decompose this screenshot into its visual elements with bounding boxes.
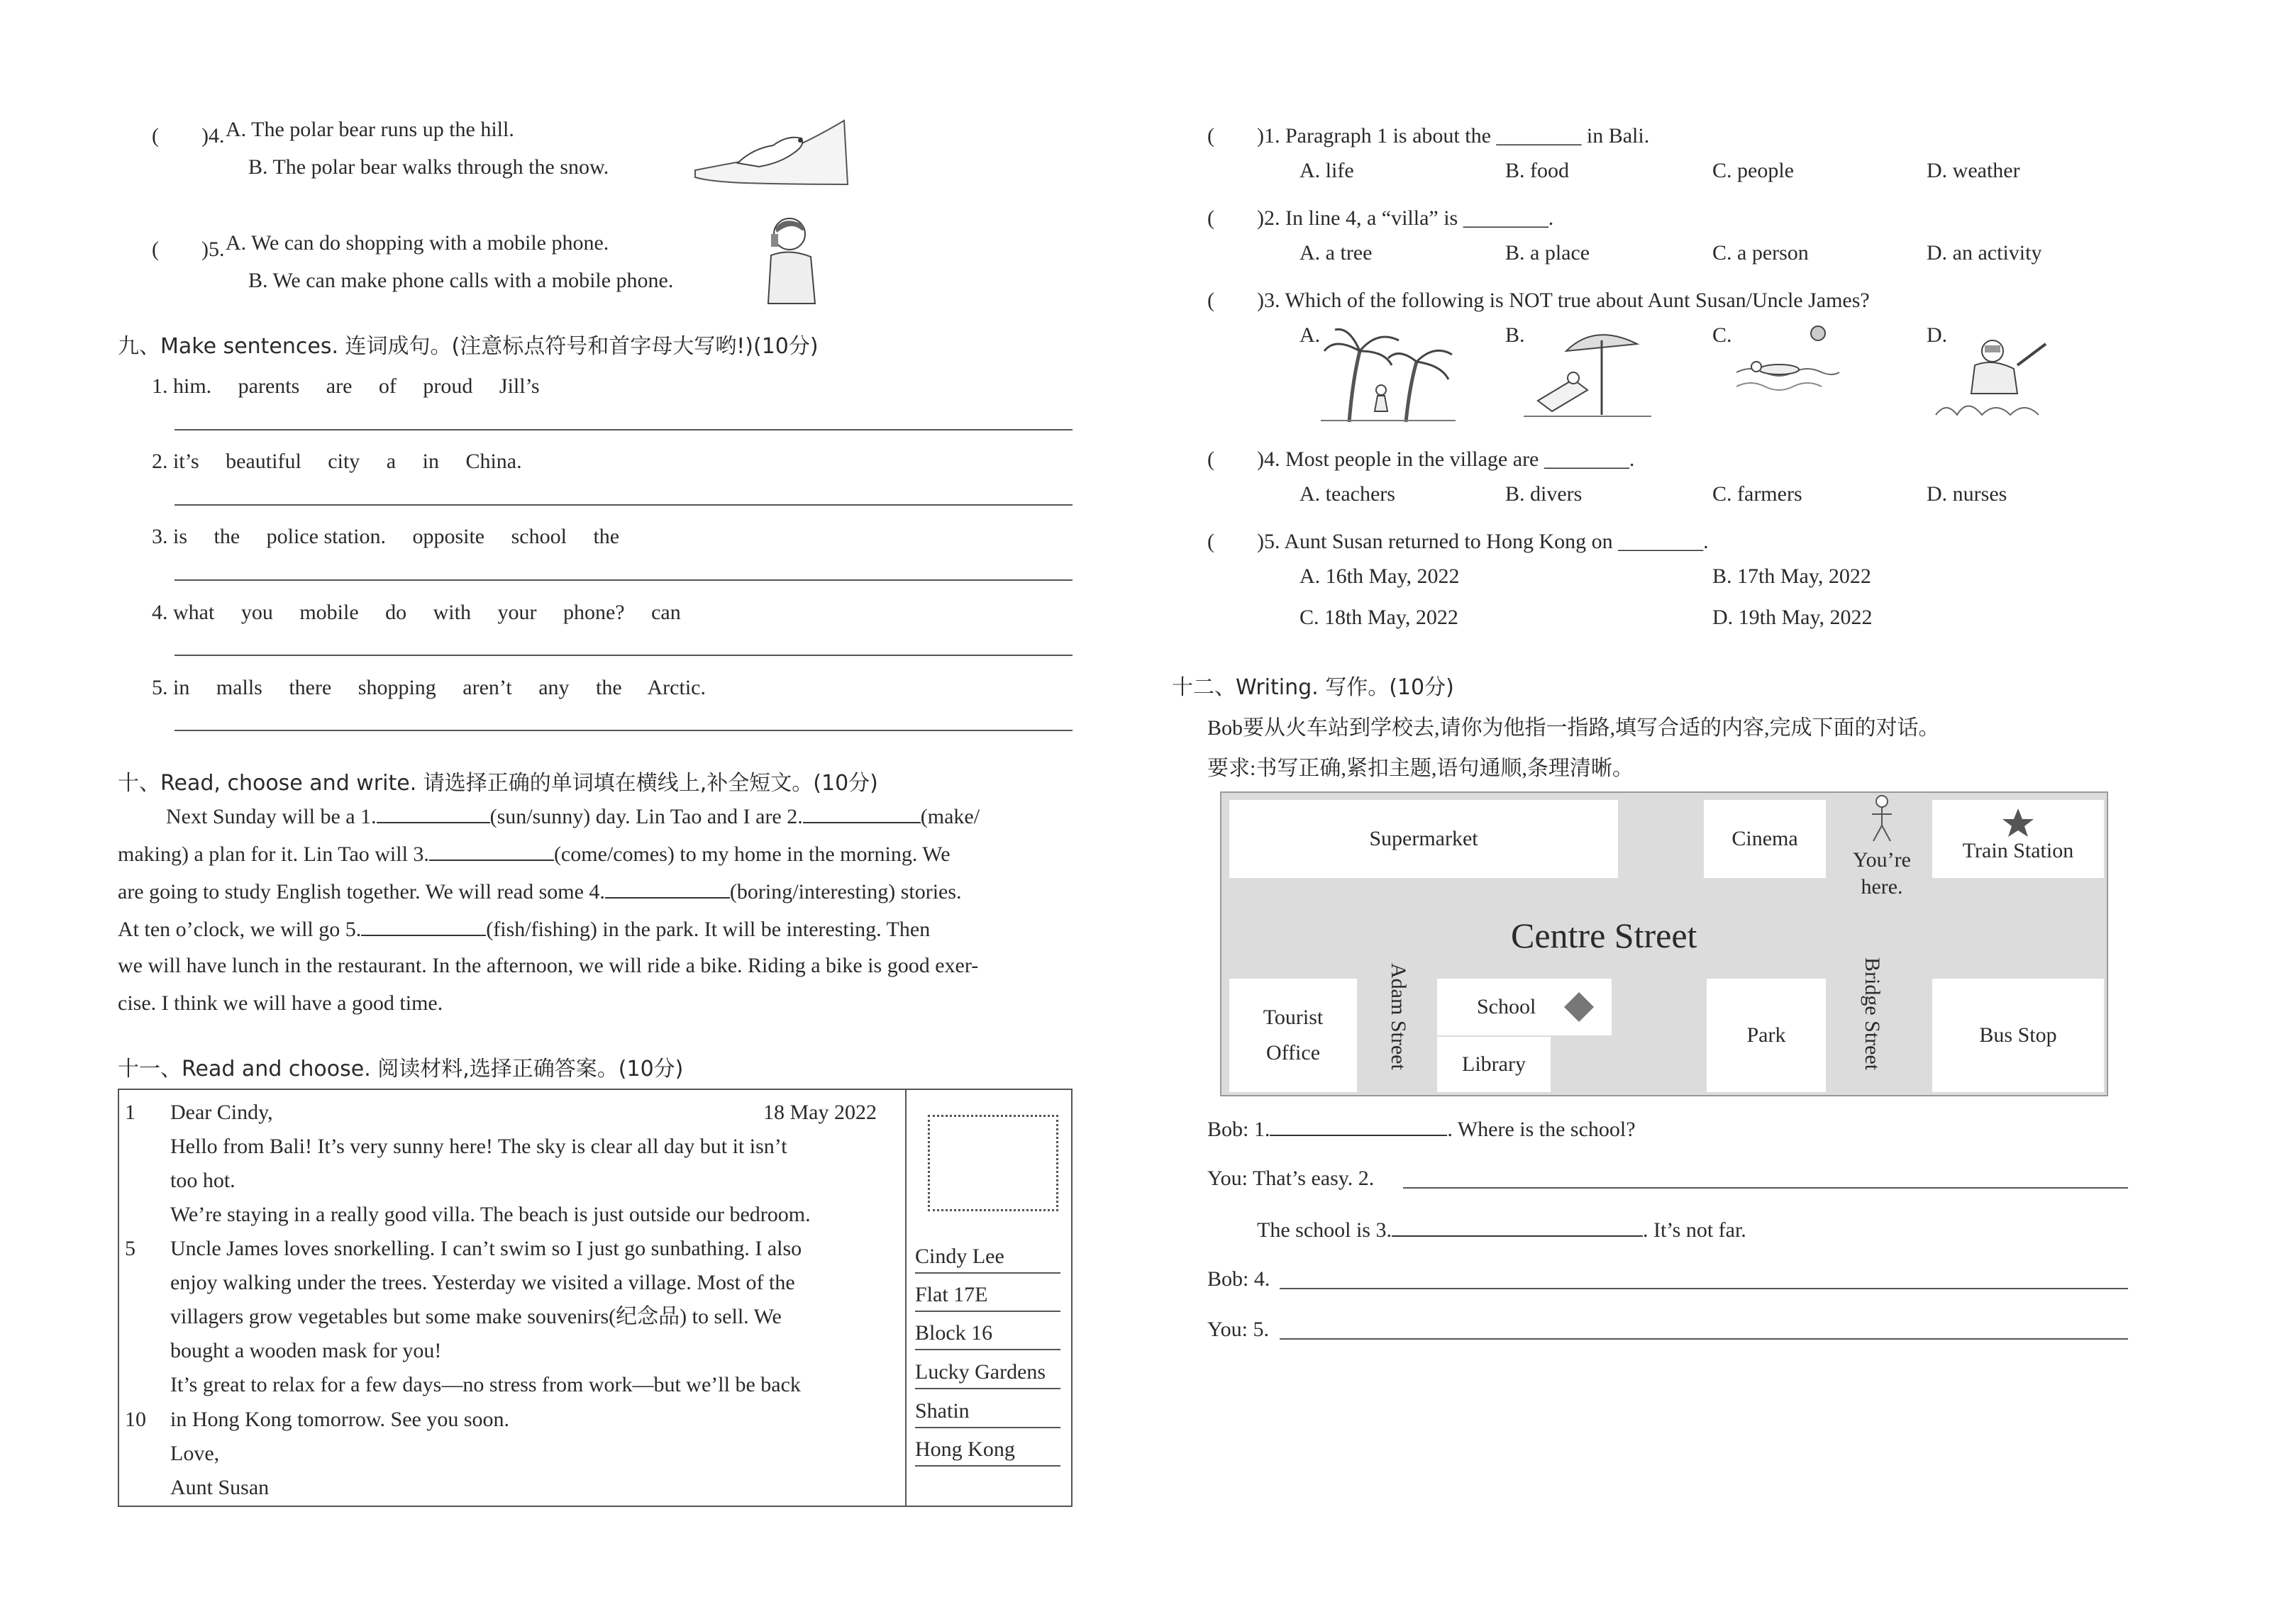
sec9-answer-line-5[interactable] (174, 730, 1073, 731)
postcard-line-1: Hello from Bali! It’s very sunny here! The sky is clear all day but it isn’t (170, 1135, 787, 1158)
sec10-line-4: At ten o’clock, we will go 5. (fish/fishing) in the park. It will be interesting. Then (118, 918, 931, 941)
blank-3[interactable] (429, 841, 554, 861)
map-train-station: Train Station (1932, 800, 2104, 878)
stamp-box (928, 1115, 1058, 1211)
map-you-are-here: You’re here. (1829, 794, 1935, 901)
sec10-line-6: cise. I think we will have a good time. (118, 991, 443, 1015)
sec10-line-2: making) a plan for it. Lin Tao will 3. (come/comes) to my home in the morning. We (118, 842, 951, 866)
rq5-option-a: A. 16th May, 2022 (1300, 564, 1460, 588)
dialogue-line-5: You: 5. (1207, 1318, 1269, 1341)
rq1-stem: ( )1. Paragraph 1 is about the ________ in Bali. (1207, 124, 1650, 148)
sec10-line-1: Next Sunday will be a 1. (sun/sunny) day. Lin Tao and I are 2. (make/ (166, 805, 980, 828)
boy-phone-illustration (755, 213, 826, 305)
map-cinema: Cinema (1704, 800, 1826, 878)
line-number-5: 5 (125, 1237, 135, 1260)
line-number-1: 1 (125, 1101, 135, 1124)
sec9-item-4: 4. what you mobile do with your phone? can (152, 601, 681, 624)
rq3-option-b: B. (1505, 323, 1525, 347)
rq4-option-b: B. divers (1505, 482, 1583, 506)
address-line-4: Lucky Gardens (915, 1357, 1060, 1389)
postcard-line-5: enjoy walking under the trees. Yesterday we visited a village. Most of the (170, 1271, 795, 1294)
map-bus-stop: Bus Stop (1932, 979, 2104, 1092)
dialogue-line-3: The school is 3. . It’s not far. (1257, 1218, 1746, 1242)
address-line-1: Cindy Lee (915, 1241, 1060, 1274)
dialogue-answer-line-2[interactable] (1403, 1187, 2128, 1189)
dialogue-blank-1[interactable] (1270, 1116, 1447, 1136)
address-line-6: Hong Kong (915, 1434, 1060, 1467)
blank-5[interactable] (361, 916, 486, 936)
rq4-option-c: C. farmers (1712, 482, 1802, 506)
sunbathing-umbrella-illustration (1524, 323, 1651, 422)
postcard-date: 18 May 2022 (763, 1101, 877, 1124)
sec9-item-5: 5. in malls there shopping aren’t any the Arctic. (152, 676, 706, 699)
postcard-signature: Aunt Susan (170, 1476, 270, 1499)
rq3-stem: ( )3. Which of the following is NOT true about Aunt Susan/Uncle James? (1207, 289, 1870, 312)
q5-option-b: B. We can make phone calls with a mobile phone. (248, 269, 674, 292)
star-icon (2001, 807, 2035, 838)
postcard-line-8: It’s great to relax for a few days—no stress from work—but we’ll be back (170, 1373, 801, 1396)
postcard-line-2: too hot. (170, 1169, 236, 1192)
q4-option-b: B. The polar bear walks through the snow. (248, 155, 609, 179)
rq5-stem: ( )5. Aunt Susan returned to Hong Kong on ________. (1207, 530, 1709, 553)
postcard-closing: Love, (170, 1442, 220, 1465)
q4-number: ( )4. (152, 124, 225, 148)
map-supermarket: Supermarket (1229, 800, 1618, 878)
rq2-stem: ( )2. In line 4, a “villa” is ________. (1207, 206, 1554, 230)
dialogue-line-1: Bob: 1. . Where is the school? (1207, 1118, 1636, 1141)
dialogue-line-2: You: That’s easy. 2. (1207, 1167, 1375, 1190)
sec9-item-2: 2. it’s beautiful city a in China. (152, 450, 522, 473)
q5-number: ( )5. (152, 238, 225, 261)
rq3-option-c: C. (1712, 323, 1732, 347)
postcard-divider (905, 1089, 907, 1507)
palm-trees-girl-illustration (1321, 323, 1456, 426)
dialogue-answer-line-5[interactable] (1280, 1338, 2128, 1340)
section-10-title: 十、Read, choose and write. 请选择正确的单词填在横线上,补全短文。(10分) (118, 771, 878, 796)
rq1-option-c: C. people (1712, 159, 1794, 182)
section-11-title: 十一、Read and choose. 阅读材料,选择正确答案。(10分) (118, 1057, 684, 1081)
rq2-option-c: C. a person (1712, 241, 1809, 265)
postcard-line-7: bought a wooden mask for you! (170, 1339, 442, 1362)
rq4-option-a: A. teachers (1300, 482, 1395, 506)
diamond-icon (1563, 991, 1595, 1023)
section-9-title: 九、Make sentences. 连词成句。(注意标点符号和首字母大写哟!)(10分) (118, 334, 819, 359)
rq2-option-d: D. an activity (1927, 241, 2042, 265)
sec9-answer-line-4[interactable] (174, 655, 1073, 656)
sec9-answer-line-2[interactable] (174, 504, 1073, 506)
sec12-intro: Bob要从火车站到学校去,请你为他指一指路,填写合适的内容,完成下面的对话。 (1207, 716, 1940, 740)
q5-option-a: A. We can do shopping with a mobile phone. (226, 231, 609, 255)
map-bridge-street: Bridge Street (1861, 957, 1884, 1071)
map-tourist-office: Tourist Office (1229, 979, 1357, 1092)
address-line-3: Block 16 (915, 1318, 1060, 1350)
rq3-option-d: D. (1927, 323, 1948, 347)
snorkelling-illustration (1932, 323, 2053, 422)
sec9-item-3: 3. is the police station. opposite school the (152, 525, 620, 548)
postcard-line-9: in Hong Kong tomorrow. See you soon. (170, 1408, 510, 1431)
postcard-line-3: We’re staying in a really good villa. The beach is just outside our bedroom. (170, 1203, 811, 1226)
address-line-2: Flat 17E (915, 1279, 1060, 1312)
section-12-title: 十二、Writing. 写作。(10分) (1172, 675, 1454, 700)
rq2-option-a: A. a tree (1300, 241, 1373, 265)
map-centre-street: Centre Street (1511, 916, 1697, 955)
sec10-line-5: we will have lunch in the restaurant. In the afternoon, we will ride a bike. Riding a bike is good exer- (118, 954, 979, 977)
postcard-line-6: villagers grow vegetables but some make souvenirs(纪念品) to sell. We (170, 1305, 782, 1328)
rq4-stem: ( )4. Most people in the village are ________. (1207, 447, 1635, 471)
sec12-requirements: 要求:书写正确,紧扣主题,语句通顺,条理清晰。 (1207, 757, 1634, 780)
blank-2[interactable] (803, 803, 921, 823)
sec9-answer-line-1[interactable] (174, 429, 1073, 430)
dialogue-line-4: Bob: 4. (1207, 1267, 1270, 1291)
stick-figure-icon (1868, 794, 1896, 844)
postcard-greeting: Dear Cindy, (170, 1101, 273, 1124)
postcard-line-4: Uncle James loves snorkelling. I can’t swim so I just go sunbathing. I also (170, 1237, 802, 1260)
map-park: Park (1707, 979, 1826, 1092)
rq5-option-b: B. 17th May, 2022 (1712, 564, 1871, 588)
sec9-item-1: 1. him. parents are of proud Jill’s (152, 374, 540, 398)
rq5-option-c: C. 18th May, 2022 (1300, 606, 1458, 629)
sec9-answer-line-3[interactable] (174, 579, 1073, 581)
polar-bear-illustration (688, 113, 851, 191)
rq1-option-b: B. food (1505, 159, 1569, 182)
line-number-10: 10 (125, 1408, 146, 1431)
rq3-option-a: A. (1300, 323, 1321, 347)
rq1-option-a: A. life (1300, 159, 1354, 182)
address-line-5: Shatin (915, 1396, 1060, 1428)
blank-4[interactable] (605, 879, 730, 899)
map-school: School (1437, 979, 1612, 1035)
swimming-illustration (1729, 323, 1843, 408)
rq1-option-d: D. weather (1927, 159, 2020, 182)
map-adam-street: Adam Street (1387, 963, 1410, 1070)
dialogue-answer-line-4[interactable] (1280, 1288, 2128, 1289)
dialogue-blank-3[interactable] (1392, 1217, 1643, 1237)
sec10-line-3: are going to study English together. We will read some 4. (boring/interesting) stories. (118, 880, 962, 903)
rq2-option-b: B. a place (1505, 241, 1590, 265)
blank-1[interactable] (377, 803, 490, 823)
rq4-option-d: D. nurses (1927, 482, 2007, 506)
q4-option-a: A. The polar bear runs up the hill. (226, 118, 514, 141)
map-library: Library (1437, 1037, 1551, 1092)
rq5-option-d: D. 19th May, 2022 (1712, 606, 1873, 629)
